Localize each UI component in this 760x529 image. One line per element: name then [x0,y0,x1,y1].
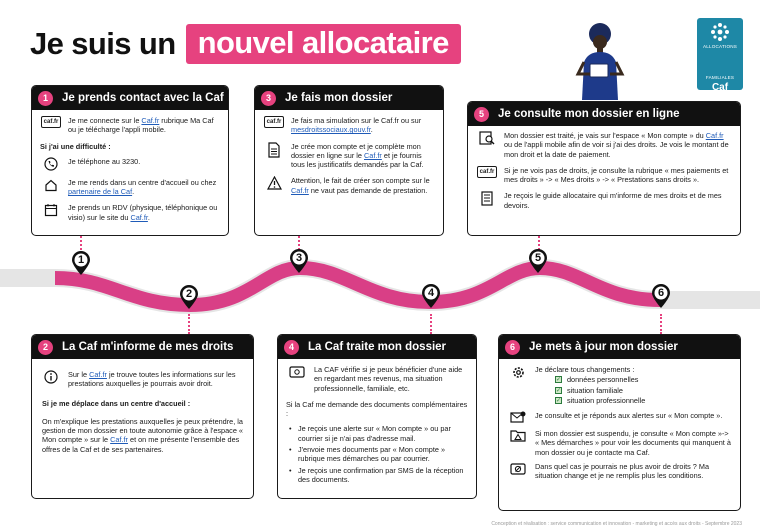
step-pin-2 [179,284,199,310]
timeline-road [0,250,760,340]
settings-icon [511,365,526,380]
caf-fr-icon: caf.fr [41,116,62,128]
caf-fr-link[interactable]: Caf.fr [110,435,128,445]
footer-credits: Conception et réalisation : service communication et innovation - marketing et accès aux droits - Septembre 2023 [491,521,742,527]
logo-region-1: des Alpes- [708,94,732,100]
caf-fr-icon: caf.fr [264,116,285,128]
card-header [278,335,476,359]
step-number: 5 [474,107,489,122]
caf-fr-icon: caf.fr [477,166,498,178]
guide-text: Je reçois le guide allocataire qui m'informe de mes droits et de mes devoirs. [504,191,722,210]
step-number: 1 [38,91,53,106]
step-pin-5 [528,248,548,274]
logo-text-2: FAMILIALES [705,75,735,80]
step-number: 3 [261,91,276,106]
card-title: La Caf traite mon dossier [308,341,447,353]
wallet-icon [289,365,305,378]
title-part1: Je suis un [30,26,176,61]
caf-fr-link[interactable]: Caf.fr [89,370,107,379]
caf-logo-mark-icon [710,22,730,42]
pin-number: 4 [427,287,435,299]
rights-text: Si je ne vois pas de droits, je consulte la rubrique « mes paiements et mes droits » -> « Mes droits » -> « Prestations sans droits ». [504,165,729,185]
pin-number: 3 [295,252,303,264]
caf-fr-link[interactable]: Caf.fr [364,150,382,160]
pin-number: 5 [534,252,542,264]
person-illustration [570,18,630,100]
calendar-icon [44,203,58,217]
search-document-icon [479,131,495,145]
step-pin-6 [651,283,671,309]
card-title: Je prends contact avec la Caf [62,92,224,104]
documents-list [286,424,468,484]
list-item: ✓ situation familiale [556,385,623,395]
subheading: Si j'ai une difficulté : [40,141,111,151]
connector-4 [430,314,432,334]
list-item: ✓ données personnelles [556,375,639,385]
partner-link[interactable]: partenaire de la Caf [68,187,133,197]
phone-icon [44,157,58,171]
phone-text: Je téléphone au 3230. [68,156,141,166]
title-highlight: nouvel allocataire [186,24,461,64]
step-number: 6 [505,340,520,355]
card-header [32,86,228,110]
caf-fr-link[interactable]: Caf.fr [291,185,309,195]
card-title: Je mets à jour mon dossier [529,341,678,353]
card-title: Je fais mon dossier [285,92,393,104]
pin-number: 2 [185,288,193,300]
changes-text: Je déclare tous changements : [535,365,635,374]
card-step-1: 1 Je prends contact avec la Caf caf.fr Je me connecte sur le Caf.fr rubrique Ma Caf ou je télécharge l'appli mobile. Si j'ai une difficulté : Je téléphone au 3230. Je me rends dans un centre d'accueil ou chez partenaire de la Caf. Je prends un RDV (physique, téléphonique ou visio) sur le site du Caf.fr. [31,85,229,236]
logo-brand: Caf [711,82,729,93]
card-step-4 [277,334,477,499]
subheading: Si je me déplace dans un centre d'accueil : [42,398,191,408]
caf-fr-link[interactable]: Caf.fr [130,212,148,222]
card-title: La Caf m'informe de mes droits [62,341,234,353]
check-icon: ✓ [556,377,562,384]
caf-fr-link[interactable]: Caf.fr [141,116,160,125]
step-number: 4 [284,340,299,355]
list-item: • Je reçois une confirmation par SMS de la réception des documents. [286,466,468,485]
card-header [499,335,740,359]
list-item: • J'envoie mes documents par « Mon compte » rubrique mes démarches ou par courrier. [286,445,468,464]
card-step-6 [498,334,741,511]
list-item: • Je reçois une alerte sur « Mon compte » ou par courrier si je n'ai pas d'adresse mail. [286,424,468,443]
card-header [32,335,253,359]
card-step-3: 3 Je fais mon dossier caf.fr Je fais ma simulation sur le Caf.fr ou sur mesdroitssociaux.gouv.fr. Je crée mon compte et je complète mon dossier en ligne sur le Caf.fr et je fournis tous les justificatifs demandés par la Caf. Attention, le fait de créer son compte sur le Caf.fr ne vaut pas demande de prestation. [254,85,444,236]
caf-fr-link[interactable]: Caf.fr [705,131,724,140]
step-pin-4 [421,283,441,309]
card-header [468,102,740,126]
connector-2 [188,314,190,334]
card-step-5: 5 Je consulte mon dossier en ligne Mon dossier est traité, je vais sur l'espace « Mon compte » du Caf.fr ou de l'appli mobile afin de voir si j'ai des droits. Je vois le montant de mon droit et la date de paiement. caf.fr Si je ne vois pas de droits, je consulte la rubrique « mes paiements et mes droits » -> « Mes droits » -> « Prestations sans droits ». Je reçois le guide allocataire qui m'informe de mes droits et de mes devoirs. [467,101,741,236]
mail-alert-icon [510,411,526,424]
documents-intro: Si la Caf me demande des documents complémentaires : [286,399,468,419]
page-title [30,24,461,64]
caf-logo [697,18,743,100]
no-rights-icon [510,462,526,475]
guide-book-icon [481,191,493,206]
folder-warning-icon [510,429,526,442]
mesdroitssociaux-link[interactable]: mesdroitssociaux.gouv.fr [291,125,371,135]
home-icon [44,178,58,192]
card-title: Je consulte mon dossier en ligne [498,108,680,120]
pin-number: 6 [657,287,665,299]
alerts-text: Je consulte et je réponds aux alertes sur « Mon compte ». [535,411,723,421]
logo-text-1: ALLOCATIONS [702,44,738,49]
pin-number: 1 [77,254,85,266]
card-step-2: 2 La Caf m'informe de mes droits Sur le Caf.fr je trouve toutes les informations sur les prestations auxquelles je pourrais avoir droit. Si je me déplace dans un centre d'accueil : On m'explique les prestations auxquelles je peux prétendre, la gestion de mon dossier en toute autonomie grâce à l'espace « Mon compte » sur le Caf.fr et on me présente l'ensemble des offres de la Caf et de ses partenaires. [31,334,254,499]
card-header [255,86,443,110]
step-number: 2 [38,340,53,355]
changes-list [555,375,732,405]
step-pin-3 [289,248,309,274]
check-icon: ✓ [556,387,562,394]
step-pin-1 [71,250,91,276]
suspended-text: Si mon dossier est suspendu, je consulte « Mon compte »-> « Mes démarches » pour voir les documents qui manquent à mon dossier ou je contacte ma Caf. [535,429,731,457]
warning-icon [267,176,282,190]
check-icon: ✓ [556,398,562,405]
list-item: ✓ situation professionnelle [556,395,646,405]
connector-6 [660,314,662,334]
connector-1 [80,236,82,250]
verify-text: La CAF vérifie si je peux bénéficier d'une aide en regardant mes revenus, ma situation professionnelle, familiale, etc. [314,365,463,393]
no-rights-text: Dans quel cas je pourrais ne plus avoir de droits ? Ma situation change et je ne remplis plus les conditions. [535,462,709,481]
document-icon [267,142,281,158]
info-icon [44,370,58,384]
